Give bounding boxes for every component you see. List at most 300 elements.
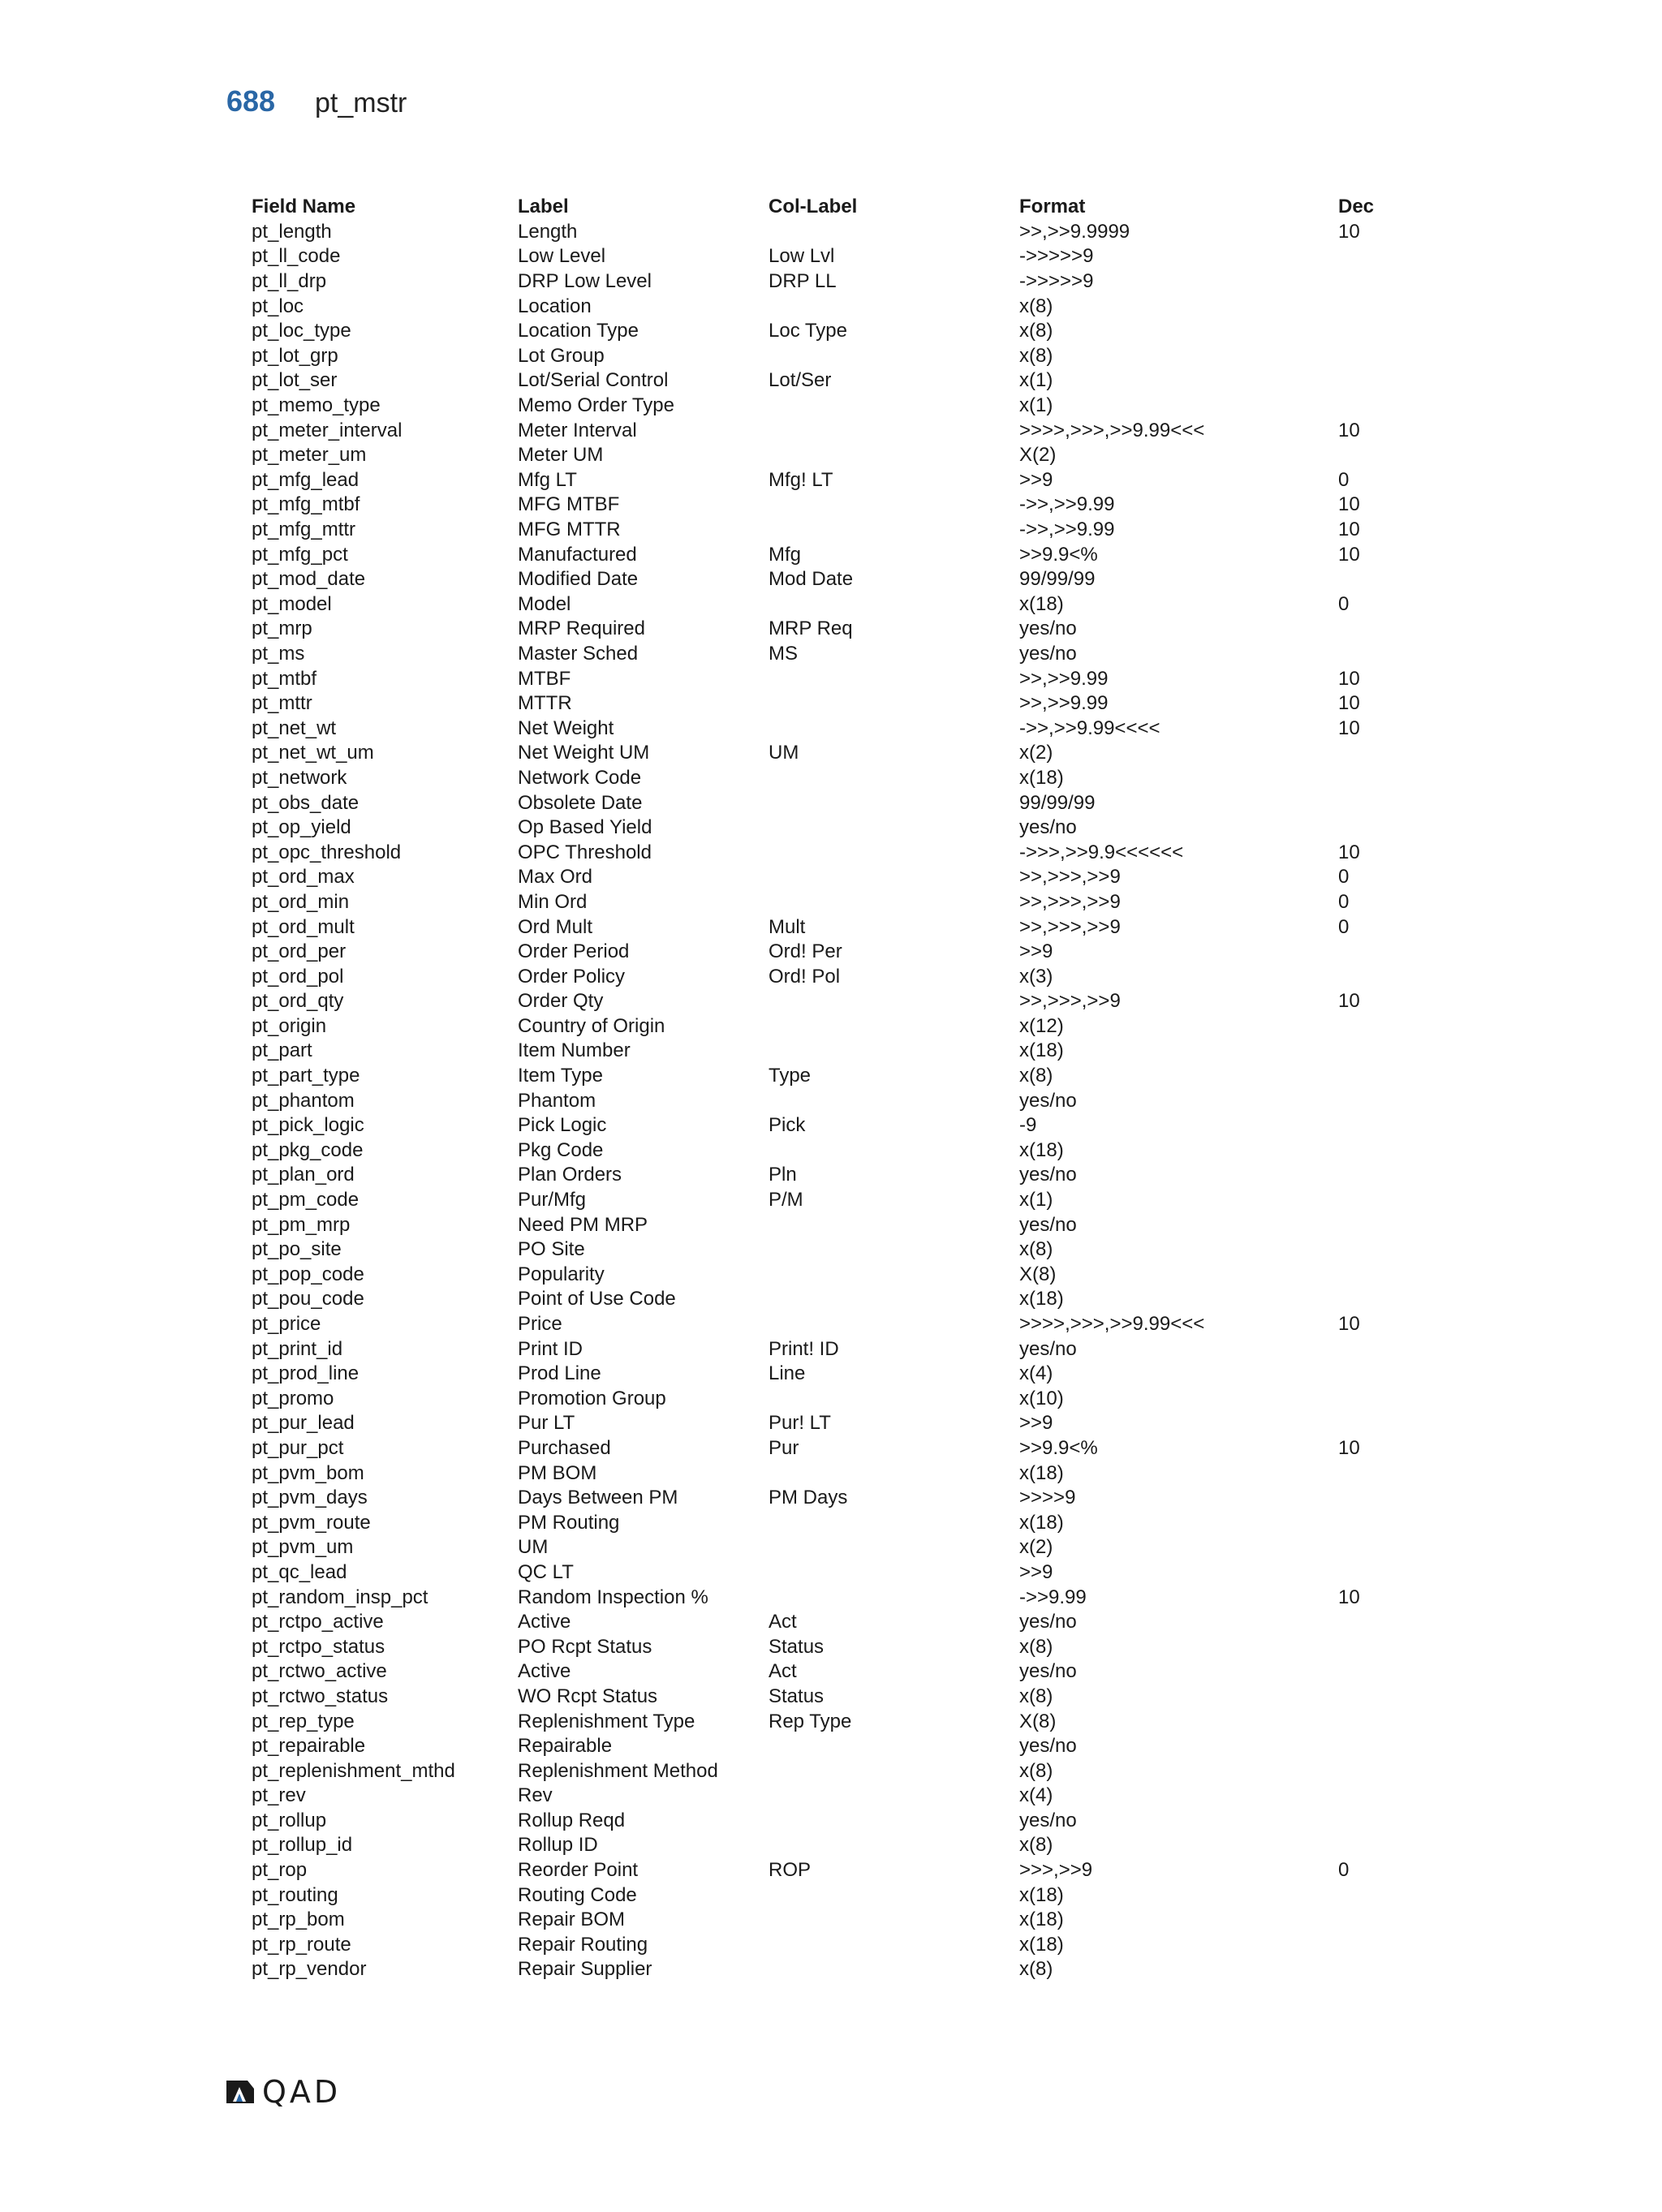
cell-format: >>>>,>>>,>>9.99<<< (1019, 1313, 1205, 1336)
table-row (252, 1163, 1469, 1188)
cell-field-name: pt_ord_per (252, 940, 347, 963)
cell-label: QC LT (518, 1560, 574, 1583)
cell-format: >>>>9 (1019, 1487, 1076, 1509)
cell-label: Rollup ID (518, 1834, 598, 1857)
cell-format: x(8) (1019, 1685, 1053, 1707)
table-row (252, 766, 1469, 791)
cell-col-label: MRP Req (769, 618, 853, 640)
cell-label: Memo Order Type (518, 394, 674, 417)
cell-col-label: Rep Type (769, 1710, 852, 1732)
cell-field-name: pt_promo (252, 1387, 334, 1409)
cell-col-label: Loc Type (769, 320, 847, 342)
cell-format: x(8) (1019, 344, 1053, 367)
table-row (252, 1758, 1469, 1784)
cell-col-label: Ord! Per (769, 940, 842, 963)
cell-field-name: pt_mfg_mtbf (252, 493, 360, 516)
cell-label: MFG MTBF (518, 493, 620, 516)
cell-field-name: pt_ord_max (252, 866, 355, 889)
table-row (252, 1858, 1469, 1883)
table-row (252, 1560, 1469, 1586)
table-row (252, 244, 1469, 269)
cell-format: 99/99/99 (1019, 791, 1096, 814)
cell-label: Order Qty (518, 990, 604, 1013)
cell-label: Meter UM (518, 444, 604, 467)
cell-dec: 0 (1338, 468, 1350, 491)
cell-label: Location (518, 295, 592, 317)
cell-format: yes/no (1019, 1660, 1077, 1683)
cell-field-name: pt_rollup_id (252, 1834, 353, 1857)
table-row (252, 394, 1469, 419)
table-row (252, 1188, 1469, 1213)
cell-format: x(18) (1019, 1933, 1064, 1956)
cell-label: Order Period (518, 940, 630, 963)
cell-field-name: pt_mfg_pct (252, 543, 348, 566)
table-row (252, 890, 1469, 915)
cell-format: X(8) (1019, 1263, 1057, 1285)
table-row (252, 1585, 1469, 1610)
cell-format: >>,>>9.99 (1019, 692, 1109, 715)
cell-label: MTTR (518, 692, 572, 715)
cell-field-name: pt_length (252, 220, 332, 243)
table-row (252, 220, 1469, 245)
cell-field-name: pt_meter_interval (252, 419, 403, 441)
cell-col-label: Pick (769, 1114, 806, 1137)
cell-col-label: Lot/Ser (769, 369, 832, 392)
cell-format: x(18) (1019, 1138, 1064, 1161)
cell-label: Low Level (518, 245, 606, 268)
cell-field-name: pt_rctwo_active (252, 1660, 387, 1683)
cell-format: x(8) (1019, 1065, 1053, 1087)
cell-label: Net Weight UM (518, 742, 650, 764)
cell-col-label: PM Days (769, 1487, 848, 1509)
cell-col-label: Act (769, 1611, 797, 1633)
table-row (252, 294, 1469, 319)
table-row (252, 1734, 1469, 1759)
cell-label: Purchased (518, 1436, 611, 1459)
table-row (252, 443, 1469, 468)
table-row (252, 1685, 1469, 1710)
table-row (252, 1312, 1469, 1337)
cell-label: Pur/Mfg (518, 1189, 587, 1211)
cell-dec: 10 (1338, 841, 1360, 863)
cell-field-name: pt_mfg_mttr (252, 519, 356, 541)
cell-label: Ord Mult (518, 915, 593, 938)
table-row (252, 1957, 1469, 1982)
table-row (252, 1535, 1469, 1560)
table-row (252, 592, 1469, 618)
table-row (252, 964, 1469, 989)
cell-label: Days Between PM (518, 1487, 678, 1509)
table-row (252, 518, 1469, 543)
cell-format: x(18) (1019, 766, 1064, 789)
cell-label: Repair Routing (518, 1933, 648, 1956)
table-row (252, 344, 1469, 369)
cell-label: Print ID (518, 1337, 583, 1360)
cell-field-name: pt_pkg_code (252, 1138, 364, 1161)
cell-format: >>9 (1019, 1412, 1053, 1435)
cell-format: x(12) (1019, 1014, 1064, 1037)
table-header-row (252, 195, 1469, 220)
table-row (252, 1411, 1469, 1436)
cell-field-name: pt_pop_code (252, 1263, 364, 1285)
cell-format: ->>>>>9 (1019, 245, 1094, 268)
page-title: pt_mstr (315, 88, 407, 118)
table-row (252, 468, 1469, 493)
table-row (252, 1833, 1469, 1858)
cell-format: yes/no (1019, 816, 1077, 839)
cell-format: x(8) (1019, 320, 1053, 342)
cell-dec: 10 (1338, 519, 1360, 541)
page-number: 688 (226, 84, 276, 118)
table-row (252, 1784, 1469, 1809)
cell-format: yes/no (1019, 1089, 1077, 1112)
table-row (252, 840, 1469, 865)
table-row (252, 1064, 1469, 1089)
cell-label: Max Ord (518, 866, 593, 889)
cell-format: x(1) (1019, 369, 1053, 392)
table-row (252, 816, 1469, 841)
cell-label: Meter Interval (518, 419, 637, 441)
cell-format: yes/no (1019, 1809, 1077, 1831)
cell-field-name: pt_mfg_lead (252, 468, 360, 491)
cell-format: yes/no (1019, 1337, 1077, 1360)
cell-col-label: DRP LL (769, 270, 837, 293)
cell-field-name: pt_model (252, 592, 332, 615)
column-header-label: Label (518, 196, 569, 218)
cell-label: Popularity (518, 1263, 605, 1285)
cell-label: Active (518, 1660, 571, 1683)
cell-label: Repair Supplier (518, 1958, 652, 1981)
cell-format: X(8) (1019, 1710, 1057, 1732)
cell-field-name: pt_random_insp_pct (252, 1586, 428, 1608)
cell-label: PO Site (518, 1238, 585, 1261)
cell-label: Item Type (518, 1065, 603, 1087)
cell-format: x(18) (1019, 1883, 1064, 1906)
cell-field-name: pt_pvm_um (252, 1536, 354, 1559)
cell-format: yes/no (1019, 1164, 1077, 1186)
cell-field-name: pt_part (252, 1039, 312, 1062)
cell-field-name: pt_memo_type (252, 394, 381, 417)
table-row (252, 666, 1469, 691)
cell-format: ->>9.99 (1019, 1586, 1087, 1608)
cell-dec: 0 (1338, 592, 1350, 615)
cell-field-name: pt_pick_logic (252, 1114, 364, 1137)
cell-field-name: pt_opc_threshold (252, 841, 402, 863)
cell-label: Op Based Yield (518, 816, 652, 839)
cell-format: yes/no (1019, 1735, 1077, 1758)
cell-col-label: Low Lvl (769, 245, 835, 268)
cell-field-name: pt_po_site (252, 1238, 342, 1261)
cell-field-name: pt_pvm_days (252, 1487, 368, 1509)
table-row (252, 542, 1469, 567)
cell-format: ->>>,>>9.9<<<<<< (1019, 841, 1184, 863)
cell-field-name: pt_phantom (252, 1089, 355, 1112)
cell-format: >>,>>>,>>9 (1019, 915, 1121, 938)
cell-field-name: pt_lot_grp (252, 344, 338, 367)
cell-col-label: Ord! Pol (769, 965, 841, 988)
table-row (252, 1387, 1469, 1412)
cell-col-label: Pln (769, 1164, 797, 1186)
cell-format: >>,>>9.9999 (1019, 220, 1130, 243)
cell-dec: 0 (1338, 1859, 1350, 1882)
cell-format: ->>,>>9.99 (1019, 493, 1115, 516)
table-row (252, 493, 1469, 518)
cell-format: x(4) (1019, 1362, 1053, 1385)
cell-field-name: pt_rp_route (252, 1933, 351, 1956)
cell-label: MFG MTTR (518, 519, 621, 541)
cell-col-label: Mfg! LT (769, 468, 833, 491)
cell-label: Lot/Serial Control (518, 369, 669, 392)
cell-label: OPC Threshold (518, 841, 652, 863)
cell-field-name: pt_pou_code (252, 1288, 364, 1310)
cell-col-label: Print! ID (769, 1337, 839, 1360)
cell-field-name: pt_rep_type (252, 1710, 355, 1732)
cell-format: -9 (1019, 1114, 1037, 1137)
table-row (252, 1039, 1469, 1064)
cell-label: Network Code (518, 766, 642, 789)
table-row (252, 1263, 1469, 1288)
cell-field-name: pt_lot_ser (252, 369, 338, 392)
cell-dec: 10 (1338, 220, 1360, 243)
cell-field-name: pt_qc_lead (252, 1560, 347, 1583)
cell-label: Mfg LT (518, 468, 577, 491)
cell-field-name: pt_op_yield (252, 816, 351, 839)
cell-dec: 10 (1338, 1586, 1360, 1608)
table-row (252, 1088, 1469, 1113)
cell-format: 99/99/99 (1019, 568, 1096, 591)
cell-label: Master Sched (518, 642, 639, 665)
cell-format: >>,>>9.99 (1019, 667, 1109, 690)
cell-format: x(1) (1019, 394, 1053, 417)
cell-field-name: pt_loc (252, 295, 304, 317)
cell-format: yes/no (1019, 1611, 1077, 1633)
cell-field-name: pt_ord_min (252, 890, 350, 913)
cell-format: x(3) (1019, 965, 1053, 988)
cell-field-name: pt_rctpo_status (252, 1635, 385, 1658)
cell-label: Point of Use Code (518, 1288, 676, 1310)
cell-field-name: pt_ll_drp (252, 270, 327, 293)
column-header-field-name: Field Name (252, 196, 356, 218)
cell-format: x(2) (1019, 742, 1053, 764)
cell-label: Replenishment Method (518, 1759, 718, 1782)
cell-field-name: pt_pm_code (252, 1189, 360, 1211)
table-row (252, 418, 1469, 443)
cell-dec: 0 (1338, 915, 1350, 938)
cell-format: x(8) (1019, 295, 1053, 317)
cell-field-name: pt_mrp (252, 618, 312, 640)
column-header-format: Format (1019, 196, 1086, 218)
cell-dec: 10 (1338, 1436, 1360, 1459)
cell-label: Rev (518, 1784, 553, 1807)
cell-label: Phantom (518, 1089, 596, 1112)
cell-field-name: pt_price (252, 1313, 321, 1336)
cell-format: x(4) (1019, 1784, 1053, 1807)
table-row (252, 790, 1469, 816)
cell-field-name: pt_mttr (252, 692, 312, 715)
cell-format: >>>,>>9 (1019, 1859, 1093, 1882)
table-row (252, 269, 1469, 295)
cell-col-label: Pur (769, 1436, 799, 1459)
cell-col-label: Act (769, 1660, 797, 1683)
cell-field-name: pt_pur_pct (252, 1436, 344, 1459)
table-row (252, 1014, 1469, 1039)
cell-label: Price (518, 1313, 562, 1336)
cell-format: x(8) (1019, 1958, 1053, 1981)
qad-logo-text: QAD (262, 2074, 342, 2110)
cell-label: Reorder Point (518, 1859, 639, 1882)
cell-format: x(2) (1019, 1536, 1053, 1559)
cell-label: Obsolete Date (518, 791, 643, 814)
cell-field-name: pt_rctpo_active (252, 1611, 384, 1633)
table-row (252, 1138, 1469, 1164)
cell-format: x(8) (1019, 1759, 1053, 1782)
table-row (252, 617, 1469, 642)
cell-format: yes/no (1019, 642, 1077, 665)
cell-col-label: Status (769, 1635, 825, 1658)
column-header-col-label: Col-Label (769, 196, 858, 218)
cell-dec: 10 (1338, 667, 1360, 690)
cell-field-name: pt_rp_vendor (252, 1958, 367, 1981)
cell-field-name: pt_ll_code (252, 245, 341, 268)
cell-format: x(8) (1019, 1238, 1053, 1261)
cell-format: x(1) (1019, 1189, 1053, 1211)
cell-label: PM BOM (518, 1461, 597, 1484)
table-row (252, 691, 1469, 717)
cell-field-name: pt_rp_bom (252, 1909, 345, 1931)
cell-label: Lot Group (518, 344, 605, 367)
field-table (252, 195, 1469, 1982)
cell-format: >>,>>>,>>9 (1019, 890, 1121, 913)
table-row (252, 1709, 1469, 1734)
cell-field-name: pt_plan_ord (252, 1164, 355, 1186)
cell-label: Order Policy (518, 965, 626, 988)
cell-col-label: MS (769, 642, 798, 665)
table-row (252, 1933, 1469, 1958)
cell-label: Plan Orders (518, 1164, 622, 1186)
cell-label: Min Ord (518, 890, 588, 913)
cell-field-name: pt_meter_um (252, 444, 367, 467)
cell-field-name: pt_loc_type (252, 320, 351, 342)
cell-label: UM (518, 1536, 549, 1559)
cell-format: >>9 (1019, 940, 1053, 963)
cell-field-name: pt_obs_date (252, 791, 360, 814)
cell-label: Prod Line (518, 1362, 601, 1385)
cell-format: X(2) (1019, 444, 1057, 467)
cell-dec: 10 (1338, 692, 1360, 715)
cell-label: Need PM MRP (518, 1213, 648, 1236)
table-row (252, 1908, 1469, 1933)
table-row (252, 1436, 1469, 1461)
table-row (252, 989, 1469, 1014)
table-row (252, 1883, 1469, 1908)
cell-format: yes/no (1019, 1213, 1077, 1236)
cell-format: x(18) (1019, 1461, 1064, 1484)
cell-dec: 10 (1338, 543, 1360, 566)
cell-field-name: pt_net_wt (252, 717, 337, 739)
cell-format: x(18) (1019, 592, 1064, 615)
cell-format: x(18) (1019, 1288, 1064, 1310)
cell-label: PO Rcpt Status (518, 1635, 652, 1658)
cell-field-name: pt_net_wt_um (252, 742, 374, 764)
cell-dec: 0 (1338, 866, 1350, 889)
cell-field-name: pt_prod_line (252, 1362, 360, 1385)
qad-logo-icon (223, 2077, 257, 2107)
table-row (252, 1362, 1469, 1387)
cell-format: x(18) (1019, 1039, 1064, 1062)
table-row (252, 567, 1469, 592)
table-row (252, 914, 1469, 940)
cell-field-name: pt_routing (252, 1883, 338, 1906)
cell-format: x(10) (1019, 1387, 1064, 1409)
cell-field-name: pt_mtbf (252, 667, 317, 690)
cell-dec: 10 (1338, 990, 1360, 1013)
table-row (252, 1237, 1469, 1263)
table-row (252, 1336, 1469, 1362)
table-row (252, 716, 1469, 741)
cell-format: >>,>>>,>>9 (1019, 990, 1121, 1013)
column-header-dec: Dec (1338, 196, 1375, 218)
cell-field-name: pt_pur_lead (252, 1412, 355, 1435)
cell-label: Pick Logic (518, 1114, 607, 1137)
cell-format: ->>,>>9.99<<<< (1019, 717, 1160, 739)
table-row (252, 1113, 1469, 1138)
cell-format: yes/no (1019, 618, 1077, 640)
cell-label: Model (518, 592, 571, 615)
cell-col-label: Mult (769, 915, 806, 938)
cell-label: Manufactured (518, 543, 637, 566)
cell-format: x(18) (1019, 1511, 1064, 1534)
cell-field-name: pt_ms (252, 642, 305, 665)
cell-col-label: P/M (769, 1189, 803, 1211)
cell-label: Modified Date (518, 568, 639, 591)
cell-format: x(18) (1019, 1909, 1064, 1931)
cell-format: ->>>>>9 (1019, 270, 1094, 293)
cell-format: >>>>,>>>,>>9.99<<< (1019, 419, 1205, 441)
cell-field-name: pt_ord_mult (252, 915, 355, 938)
cell-field-name: pt_pvm_route (252, 1511, 371, 1534)
cell-field-name: pt_part_type (252, 1065, 360, 1087)
cell-field-name: pt_rollup (252, 1809, 327, 1831)
cell-label: Random Inspection % (518, 1586, 708, 1608)
table-row (252, 1486, 1469, 1511)
cell-field-name: pt_network (252, 766, 347, 789)
cell-label: Net Weight (518, 717, 614, 739)
cell-format: >>9 (1019, 1560, 1053, 1583)
cell-col-label: Type (769, 1065, 812, 1087)
cell-label: WO Rcpt Status (518, 1685, 658, 1707)
table-row (252, 1510, 1469, 1535)
table-row (252, 1461, 1469, 1486)
cell-format: >>9 (1019, 468, 1053, 491)
cell-field-name: pt_origin (252, 1014, 327, 1037)
table-row (252, 319, 1469, 344)
cell-label: Routing Code (518, 1883, 637, 1906)
cell-format: x(8) (1019, 1834, 1053, 1857)
cell-field-name: pt_replenishment_mthd (252, 1759, 455, 1782)
cell-col-label: Mod Date (769, 568, 854, 591)
cell-label: Pkg Code (518, 1138, 604, 1161)
cell-label: MTBF (518, 667, 571, 690)
table-row (252, 741, 1469, 766)
cell-format: x(8) (1019, 1635, 1053, 1658)
table-row (252, 368, 1469, 394)
table-row (252, 1659, 1469, 1685)
cell-label: Item Number (518, 1039, 631, 1062)
cell-label: Promotion Group (518, 1387, 666, 1409)
cell-col-label: Status (769, 1685, 825, 1707)
table-row (252, 865, 1469, 890)
cell-dec: 0 (1338, 890, 1350, 913)
